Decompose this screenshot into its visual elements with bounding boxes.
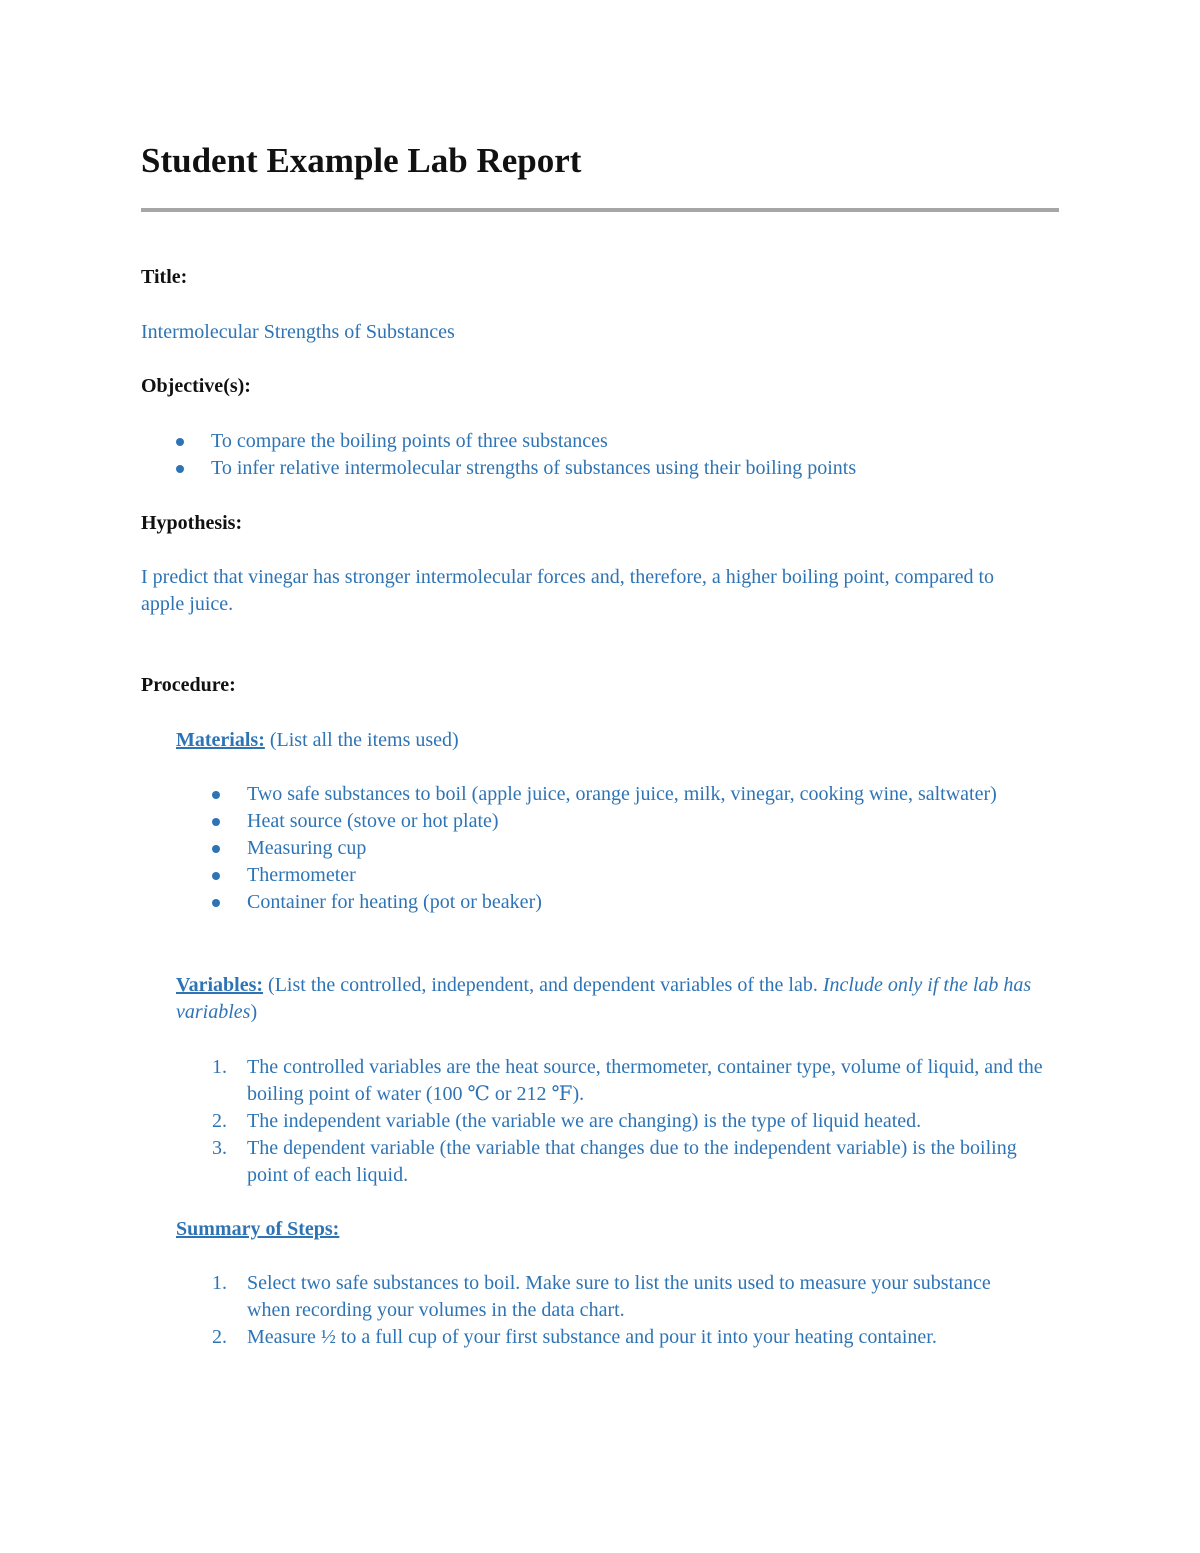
procedure-label: Procedure: <box>141 674 236 696</box>
document-page <box>141 0 1059 1553</box>
list-item-text: The dependent variable (the variable that changes due to the independent variable) is the boiling point of each liquid. <box>247 1137 1017 1186</box>
list-item: Container for heating (pot or beaker) <box>247 889 1047 916</box>
title-divider <box>141 208 1059 212</box>
steps-label: Summary of Steps: <box>176 1218 340 1240</box>
materials-list <box>247 781 1047 916</box>
materials-note: (List all the items used) <box>264 729 459 751</box>
list-number: 2. <box>212 1110 227 1132</box>
objectives-list <box>211 428 1041 482</box>
list-item-text: Select two safe substances to boil. Make sure to list the units used to measure your substance when recording your volumes in the data chart. <box>247 1272 991 1321</box>
list-item <box>212 1324 1037 1351</box>
list-number: 3. <box>212 1137 227 1159</box>
list-number: 2. <box>212 1326 227 1348</box>
variables-heading <box>176 972 1036 1026</box>
title-label: Title: <box>141 266 188 288</box>
variables-note-close: ) <box>250 1001 258 1023</box>
list-number: 1. <box>212 1272 227 1294</box>
hypothesis-text: I predict that vinegar has stronger intermolecular forces and, therefore, a higher boiling point, compared to apple juice. <box>141 566 995 615</box>
list-item: Measuring cup <box>247 835 1047 862</box>
list-number: 1. <box>212 1056 227 1078</box>
title-value: Intermolecular Strengths of Substances <box>141 321 455 343</box>
variables-note: (List the controlled, independent, and dependent variables of the lab. <box>263 974 823 996</box>
document-title: Student Example Lab Report <box>141 141 582 180</box>
hypothesis-label: Hypothesis: <box>141 512 243 534</box>
list-item <box>212 1108 1052 1135</box>
objectives-label: Objective(s): <box>141 375 251 397</box>
list-item: Two safe substances to boil (apple juice, orange juice, milk, vinegar, cooking wine, saltwater) <box>247 781 1047 808</box>
variables-note-italic: Include only if the lab has variables <box>176 974 1032 1023</box>
variables-label: Variables: <box>176 974 264 996</box>
list-item <box>212 1135 1052 1189</box>
list-item <box>212 1270 1037 1324</box>
list-item: Thermometer <box>247 862 1047 889</box>
materials-label: Materials: <box>176 729 265 751</box>
list-item-text: The independent variable (the variable we are changing) is the type of liquid heated. <box>247 1110 922 1132</box>
list-item-text: The controlled variables are the heat source, thermometer, container type, volume of liquid, and the boiling point of water (100 ℃ or 212 ℉). <box>247 1056 1043 1105</box>
steps-heading <box>176 1216 339 1243</box>
list-item <box>212 1054 1052 1108</box>
variables-list <box>212 1054 1052 1189</box>
list-item: To compare the boiling points of three substances <box>211 428 1041 455</box>
list-item: To infer relative intermolecular strengths of substances using their boiling points <box>211 455 1041 482</box>
list-item: Heat source (stove or hot plate) <box>247 808 1047 835</box>
steps-list <box>212 1270 1037 1351</box>
materials-heading <box>176 727 459 754</box>
list-item-text: Measure ½ to a full cup of your first substance and pour it into your heating container. <box>247 1326 937 1348</box>
